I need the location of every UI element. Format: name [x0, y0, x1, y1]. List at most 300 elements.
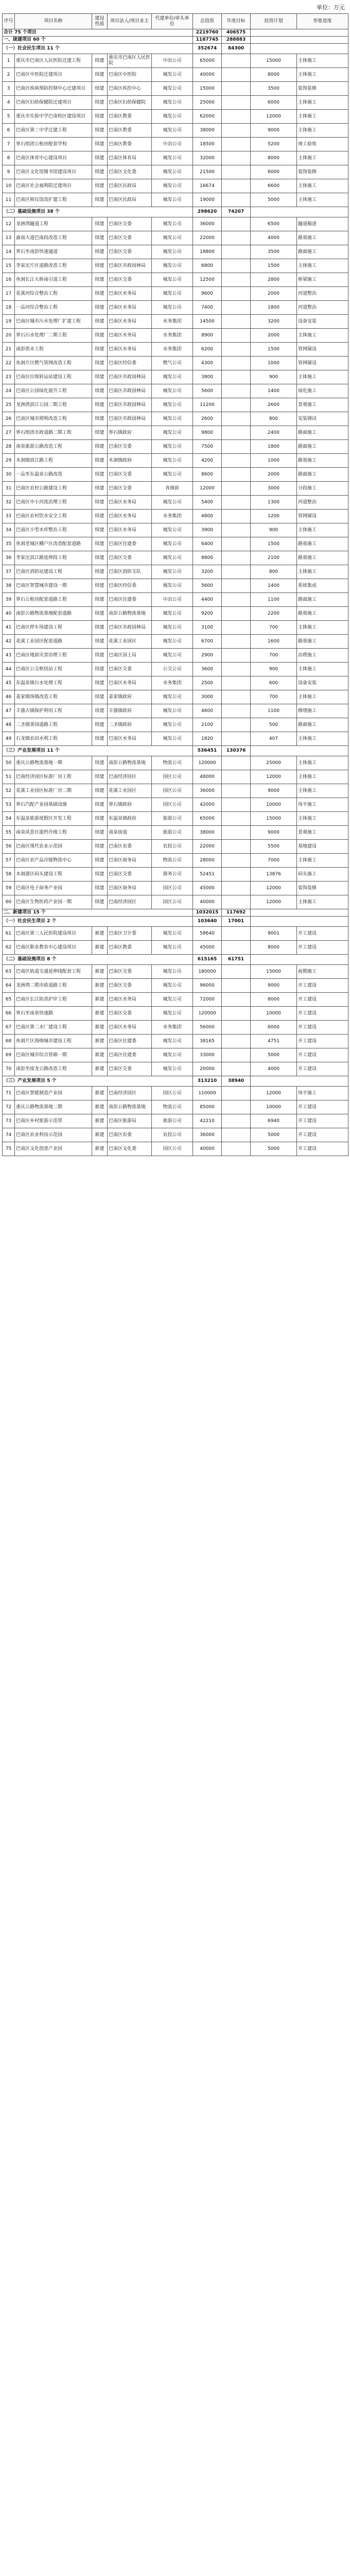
cell-progress: 开工建设 — [297, 1128, 348, 1142]
table-row — [3, 649, 348, 663]
cell-name: 木洞镇滨江路工程 — [15, 454, 92, 468]
cell-owner: 巴南经济园区 — [108, 895, 152, 909]
cell-owner: 巴南区水务局 — [108, 287, 152, 301]
table-row — [3, 1035, 348, 1048]
cell-invest: 3000 — [193, 690, 222, 704]
table-row — [3, 482, 348, 496]
table-row — [3, 663, 348, 676]
cell-invest: 3200 — [193, 565, 222, 579]
cell-owner: 巴南区教委 — [108, 124, 152, 138]
cell-target — [222, 770, 251, 784]
cell-nature: 新建 — [92, 1087, 108, 1100]
cell-nature: 新建 — [92, 979, 108, 993]
summary-label: 二、新建项目 15 个 — [3, 909, 193, 917]
cell-owner: 巴南区水务局 — [108, 510, 152, 523]
cell-nature: 续建 — [92, 301, 108, 315]
cell-plan: 700 — [251, 621, 297, 635]
table-row — [3, 398, 348, 412]
cell-owner: 巴南区住建委 — [108, 1048, 152, 1062]
cell-invest: 11200 — [193, 398, 222, 412]
cell-progress: 路面施工 — [297, 245, 348, 259]
cell-owner: 巴南区商务局 — [108, 882, 152, 895]
cell-nature: 续建 — [92, 756, 108, 770]
cell-nature: 新建 — [92, 1021, 108, 1035]
cell-plan: 12000 — [251, 1087, 297, 1100]
header-agent: 代建单位/牵头单位 — [152, 14, 193, 29]
table-row — [3, 315, 348, 329]
cell-target — [222, 868, 251, 882]
summary-blank — [251, 29, 348, 37]
table-row — [3, 179, 348, 193]
cell-agent: 城发公司 — [152, 151, 193, 165]
cell-name: 巴南区消防站建设工程 — [15, 565, 92, 579]
cell-name: 巴南区乡村旅游示范带 — [15, 1114, 92, 1128]
cell-owner: 巴南区疾控中心 — [108, 82, 152, 96]
cell-invest: 14500 — [193, 315, 222, 329]
cell-plan: 900 — [251, 663, 297, 676]
cell-target — [222, 635, 251, 649]
cell-no: 38 — [3, 579, 15, 593]
cell-nature: 续建 — [92, 635, 108, 649]
cell-plan: 1400 — [251, 384, 297, 398]
summary-invest: 1032015 — [193, 909, 222, 917]
table-row — [3, 165, 348, 179]
cell-no: 23 — [3, 370, 15, 384]
cell-plan: 1200 — [251, 510, 297, 523]
cell-agent: 水务集团 — [152, 1021, 193, 1035]
cell-plan: 4000 — [251, 231, 297, 245]
cell-no: 65 — [3, 993, 15, 1007]
table-row — [3, 826, 348, 840]
cell-nature: 续建 — [92, 854, 108, 868]
cell-owner: 巴南区经信委 — [108, 357, 152, 370]
cell-no: 28 — [3, 440, 15, 454]
cell-progress: 管网铺设 — [297, 357, 348, 370]
summary-plan: 130376 — [222, 746, 251, 756]
cell-target — [222, 398, 251, 412]
cell-plan: 5000 — [251, 1142, 297, 1156]
cell-target — [222, 965, 251, 979]
cell-target — [222, 1021, 251, 1035]
cell-nature: 续建 — [92, 54, 108, 68]
cell-invest: 4300 — [193, 357, 222, 370]
cell-agent: 园区公司 — [152, 770, 193, 784]
cell-no: 24 — [3, 384, 15, 398]
cell-name: 巴南区长江防洪护岸工程 — [15, 993, 92, 1007]
cell-nature: 续建 — [92, 138, 108, 151]
cell-nature: 续建 — [92, 468, 108, 482]
cell-invest: 56000 — [193, 1021, 222, 1035]
summary-blank — [251, 207, 348, 217]
cell-name: 二圣镇茶园道路工程 — [15, 718, 92, 732]
cell-agent: 物流公司 — [152, 854, 193, 868]
cell-no: 27 — [3, 426, 15, 440]
cell-target — [222, 273, 251, 287]
cell-plan: 1500 — [251, 343, 297, 357]
cell-plan: 3200 — [251, 315, 297, 329]
cell-agent: 中冶公司 — [152, 138, 193, 151]
cell-owner: 巴南区交委 — [108, 1007, 152, 1021]
cell-name: 巴南区小型水库整治工程 — [15, 523, 92, 537]
cell-no: 48 — [3, 718, 15, 732]
cell-agent: 城发公司 — [152, 1007, 193, 1021]
table-row — [3, 1048, 348, 1062]
cell-agent: 城发公司 — [152, 704, 193, 718]
cell-plan: 2000 — [251, 329, 297, 343]
cell-nature: 续建 — [92, 398, 108, 412]
cell-invest: 8900 — [193, 329, 222, 343]
cell-agent: 城发公司 — [152, 231, 193, 245]
cell-no: 42 — [3, 635, 15, 649]
cell-name: 巴南区垃圾转运站建设工程 — [15, 370, 92, 384]
cell-owner: 巴南区交委 — [108, 231, 152, 245]
cell-owner: 巴南区交委 — [108, 868, 152, 882]
cell-agent: 园区公司 — [152, 784, 193, 798]
cell-nature: 续建 — [92, 826, 108, 840]
cell-plan: 700 — [251, 690, 297, 704]
cell-target — [222, 510, 251, 523]
cell-owner: 巴南区市政园林局 — [108, 621, 152, 635]
cell-owner: 巴南区教委 — [108, 110, 152, 124]
cell-target — [222, 193, 251, 207]
cell-name: 巴南区公交枢纽站工程 — [15, 663, 92, 676]
table-row — [3, 784, 348, 798]
cell-no: 69 — [3, 1048, 15, 1062]
cell-progress: 基地建设 — [297, 840, 348, 854]
cell-nature: 续建 — [92, 179, 108, 193]
cell-plan: 8000 — [251, 941, 297, 955]
cell-invest: 62000 — [193, 110, 222, 124]
cell-plan: 4000 — [251, 1062, 297, 1076]
cell-name: 界石组团公租房配套学校 — [15, 138, 92, 151]
cell-no: 34 — [3, 523, 15, 537]
cell-target — [222, 357, 251, 370]
cell-no: 55 — [3, 826, 15, 840]
table-row — [3, 496, 348, 510]
cell-agent: 城发公司 — [152, 179, 193, 193]
cell-progress: 主体施工 — [297, 110, 348, 124]
cell-plan: 12000 — [251, 770, 297, 784]
cell-nature: 续建 — [92, 231, 108, 245]
cell-plan: 6500 — [251, 217, 297, 231]
table-row — [3, 440, 348, 454]
cell-no: 41 — [3, 621, 15, 635]
cell-no: 44 — [3, 663, 15, 676]
cell-plan: 6000 — [251, 96, 297, 110]
summary-plan: 117692 — [222, 909, 251, 917]
cell-name: 界石至南泉快速路 — [15, 1007, 92, 1021]
cell-agent: 港务公司 — [152, 868, 193, 882]
cell-owner: 巴南区卫计委 — [108, 927, 152, 941]
cell-name: 姜家镇场镇改造工程 — [15, 690, 92, 704]
cell-agent: 城发公司 — [152, 496, 193, 510]
cell-progress: 治理施工 — [297, 649, 348, 663]
cell-name: 花溪工业园区配套道路 — [15, 635, 92, 649]
cell-plan: 25000 — [251, 756, 297, 770]
cell-target — [222, 798, 251, 812]
cell-progress: 设备安装 — [297, 676, 348, 690]
cell-owner: 二圣镇政府 — [108, 718, 152, 732]
cell-invest: 5600 — [193, 384, 222, 398]
table-body — [3, 29, 348, 1156]
cell-plan: 8000 — [251, 151, 297, 165]
cell-invest: 28000 — [193, 854, 222, 868]
table-row — [3, 895, 348, 909]
summary-invest: 1187745 — [193, 37, 222, 44]
cell-no: 49 — [3, 732, 15, 746]
cell-agent: 城发公司 — [152, 565, 193, 579]
project-table — [2, 13, 348, 1156]
cell-progress: 主体施工 — [297, 854, 348, 868]
cell-plan: 5500 — [251, 840, 297, 854]
cell-nature: 续建 — [92, 217, 108, 231]
cell-agent: 城发公司 — [152, 245, 193, 259]
cell-invest: 36000 — [193, 217, 222, 231]
cell-agent: 物流公司 — [152, 756, 193, 770]
cell-plan: 3000 — [251, 482, 297, 496]
cell-plan: 3500 — [251, 82, 297, 96]
summary-blank — [251, 1076, 348, 1087]
cell-invest: 5600 — [193, 579, 222, 593]
cell-agent: 城发公司 — [152, 259, 193, 273]
table-row — [3, 854, 348, 868]
cell-no: 58 — [3, 868, 15, 882]
cell-no: 73 — [3, 1114, 15, 1128]
cell-invest: 85000 — [193, 1100, 222, 1114]
cell-progress: 路基施工 — [297, 231, 348, 245]
cell-invest: 3100 — [193, 621, 222, 635]
cell-name: 巴南区现代农业示范园 — [15, 840, 92, 854]
summary-blank — [251, 909, 348, 917]
cell-agent: 城发公司 — [152, 412, 193, 426]
cell-agent: 水务集团 — [152, 315, 193, 329]
header-invest: 总投资 — [193, 14, 222, 29]
cell-name: 石龙镇农田水利工程 — [15, 732, 92, 746]
cell-name: 巴南区农村饮水安全工程 — [15, 510, 92, 523]
cell-plan: 1500 — [251, 259, 297, 273]
cell-owner: 巴南区经信委 — [108, 579, 152, 593]
cell-progress: 绿化施工 — [297, 384, 348, 398]
cell-target — [222, 1062, 251, 1076]
cell-agent: 城发公司 — [152, 426, 193, 440]
cell-plan: 800 — [251, 565, 297, 579]
cell-nature: 续建 — [92, 882, 108, 895]
cell-nature: 续建 — [92, 718, 108, 732]
cell-name: 重庆公路物流基地一期 — [15, 756, 92, 770]
cell-invest: 6800 — [193, 259, 222, 273]
summary-plan: 74207 — [222, 207, 251, 217]
cell-progress: 装饰装修 — [297, 165, 348, 179]
cell-no: 54 — [3, 812, 15, 826]
cell-nature: 新建 — [92, 1048, 108, 1062]
cell-name: 南彭至接龙公路改造工程 — [15, 1062, 92, 1076]
cell-name: 李家沱片区道路改造工程 — [15, 259, 92, 273]
cell-progress: 景观施工 — [297, 826, 348, 840]
cell-nature: 续建 — [92, 551, 108, 565]
cell-agent: 物流公司 — [152, 1100, 193, 1114]
cell-no: 21 — [3, 343, 15, 357]
cell-agent: 城发公司 — [152, 165, 193, 179]
cell-plan: 500 — [251, 718, 297, 732]
cell-name: 巴南区公园绿化提升工程 — [15, 384, 92, 398]
cell-invest: 2100 — [193, 718, 222, 732]
summary-label: （二）基础设施项目 38 个 — [3, 207, 193, 217]
cell-nature: 续建 — [92, 384, 108, 398]
table-row — [3, 412, 348, 426]
cell-nature: 续建 — [92, 245, 108, 259]
summary-row — [3, 917, 348, 927]
cell-no: 31 — [3, 482, 15, 496]
cell-target — [222, 854, 251, 868]
cell-agent: 城发公司 — [152, 607, 193, 621]
cell-progress: 路基施工 — [297, 635, 348, 649]
cell-no: 39 — [3, 593, 15, 607]
cell-plan: 9000 — [251, 826, 297, 840]
cell-name: 重庆市巴南区人民医院迁建工程 — [15, 54, 92, 68]
cell-plan: 2800 — [251, 273, 297, 287]
cell-agent: 城发公司 — [152, 96, 193, 110]
cell-invest: 12000 — [193, 482, 222, 496]
cell-agent: 城发公司 — [152, 398, 193, 412]
cell-target — [222, 165, 251, 179]
cell-progress: 开工建设 — [297, 1021, 348, 1035]
cell-owner: 南彭公路物流基地 — [108, 756, 152, 770]
table-row — [3, 635, 348, 649]
summary-label: （一）社会民生项目 11 个 — [3, 44, 193, 54]
summary-row — [3, 44, 348, 54]
cell-owner: 巴南经济园区 — [108, 770, 152, 784]
cell-target — [222, 54, 251, 68]
summary-invest: 298620 — [193, 207, 222, 217]
cell-nature: 新建 — [92, 1142, 108, 1156]
cell-nature: 续建 — [92, 370, 108, 384]
cell-agent: 各镇街 — [152, 482, 193, 496]
cell-target — [222, 607, 251, 621]
cell-agent: 城发公司 — [152, 68, 193, 82]
cell-name: 巴南区农村公路建设工程 — [15, 482, 92, 496]
cell-nature: 续建 — [92, 68, 108, 82]
cell-invest: 120000 — [193, 1007, 222, 1021]
cell-name: 李家沱滨江路延伸段工程 — [15, 551, 92, 565]
cell-plan: 15000 — [251, 812, 297, 826]
cell-owner: 巴南区交委 — [108, 965, 152, 979]
cell-owner: 巴南区市政园林局 — [108, 398, 152, 412]
table-row — [3, 1128, 348, 1142]
cell-invest: 40000 — [193, 1142, 222, 1156]
cell-invest: 6200 — [193, 343, 222, 357]
cell-plan: 2000 — [251, 287, 297, 301]
table-row — [3, 979, 348, 993]
table-row — [3, 1062, 348, 1076]
cell-progress: 河道整治 — [297, 301, 348, 315]
cell-no: 22 — [3, 357, 15, 370]
cell-target — [222, 138, 251, 151]
cell-owner: 巴南区民政局 — [108, 193, 152, 207]
cell-invest: 4600 — [193, 704, 222, 718]
cell-nature: 新建 — [92, 927, 108, 941]
table-row — [3, 756, 348, 770]
cell-no: 74 — [3, 1128, 15, 1142]
cell-progress: 开工建设 — [297, 1114, 348, 1128]
cell-agent: 农投公司 — [152, 840, 193, 854]
cell-agent: 城发公司 — [152, 468, 193, 482]
cell-agent: 城发公司 — [152, 551, 193, 565]
cell-invest: 22000 — [193, 840, 222, 854]
cell-invest: 65000 — [193, 812, 222, 826]
cell-owner: 巴南区交委 — [108, 245, 152, 259]
cell-invest: 12500 — [193, 273, 222, 287]
cell-name: 南泉风景区提档升级工程 — [15, 826, 92, 840]
summary-plan: 61751 — [222, 955, 251, 965]
cell-target — [222, 537, 251, 551]
cell-progress: 安装调试 — [297, 412, 348, 426]
cell-progress: 装饰装修 — [297, 882, 348, 895]
cell-owner: 巴南区交委 — [108, 979, 152, 993]
cell-target — [222, 621, 251, 635]
cell-progress: 路基施工 — [297, 551, 348, 565]
cell-invest: 72000 — [193, 993, 222, 1007]
cell-invest: 9200 — [193, 607, 222, 621]
table-row — [3, 798, 348, 812]
cell-agent: 园区公司 — [152, 1142, 193, 1156]
cell-agent: 水务集团 — [152, 676, 193, 690]
cell-no: 43 — [3, 649, 15, 663]
cell-name: 巴南区城市污水处理厂扩建工程 — [15, 315, 92, 329]
cell-plan: 1100 — [251, 593, 297, 607]
cell-nature: 新建 — [92, 1035, 108, 1048]
summary-label: （三）产业发展项目 5 个 — [3, 1076, 193, 1087]
cell-owner: 巴南区中医院 — [108, 68, 152, 82]
summary-plan: 406575 — [222, 29, 251, 37]
cell-invest: 40000 — [193, 68, 222, 82]
cell-invest: 7400 — [193, 301, 222, 315]
cell-nature: 续建 — [92, 124, 108, 138]
cell-target — [222, 124, 251, 138]
cell-owner: 巴南区农委 — [108, 1128, 152, 1142]
cell-no: 26 — [3, 412, 15, 426]
summary-blank — [251, 44, 348, 54]
cell-plan: 13876 — [251, 868, 297, 882]
cell-no: 53 — [3, 798, 15, 812]
cell-target — [222, 551, 251, 565]
cell-plan: 9000 — [251, 979, 297, 993]
cell-invest: 8800 — [193, 551, 222, 565]
cell-no: 9 — [3, 165, 15, 179]
summary-label: 合计 75 个项目 — [3, 29, 193, 37]
cell-progress: 开工建设 — [297, 941, 348, 955]
cell-name: 巴南区体育中心建设项目 — [15, 151, 92, 165]
cell-invest: 38165 — [193, 1035, 222, 1048]
cell-name: 重庆公路物流基地二期 — [15, 1100, 92, 1114]
cell-owner: 巴南区民政局 — [108, 179, 152, 193]
cell-target — [222, 676, 251, 690]
cell-plan: 1100 — [251, 704, 297, 718]
cell-plan: 1500 — [251, 537, 297, 551]
cell-agent: 城发公司 — [152, 927, 193, 941]
cell-nature: 续建 — [92, 621, 108, 635]
cell-nature: 续建 — [92, 110, 108, 124]
cell-no: 57 — [3, 854, 15, 868]
cell-agent: 城发公司 — [152, 635, 193, 649]
cell-progress: 隧道掘进 — [297, 217, 348, 231]
cell-owner: 巴南区消防支队 — [108, 565, 152, 579]
table-row — [3, 151, 348, 165]
cell-agent: 城发公司 — [152, 82, 193, 96]
table-row — [3, 732, 348, 746]
cell-progress: 主体施工 — [297, 732, 348, 746]
cell-plan: 8000 — [251, 68, 297, 82]
cell-owner: 巴南区市政园林局 — [108, 412, 152, 426]
